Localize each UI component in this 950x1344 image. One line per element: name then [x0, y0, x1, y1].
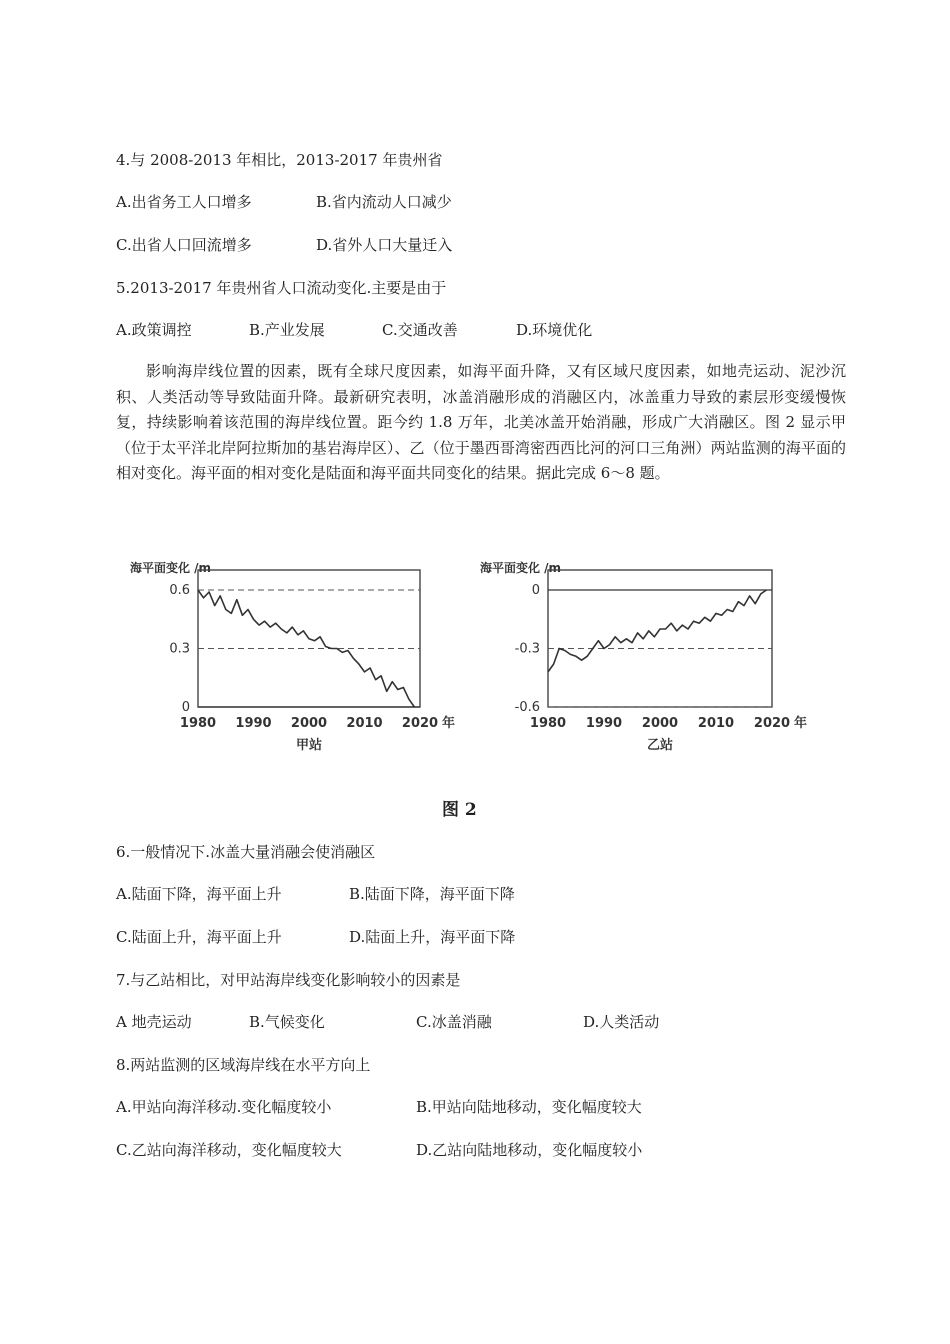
- question-8-option-d: D.乙站向陆地移动，变化幅度较小: [416, 1141, 643, 1159]
- question-5-option-a: A.政策调控: [116, 321, 192, 339]
- question-7-stem: 7.与乙站相比，对甲站海岸线变化影响较小的因素是: [116, 971, 461, 989]
- chart-jia-y-axis-label: 海平面变化 /m: [130, 561, 212, 575]
- question-8-option-b: B.甲站向陆地移动，变化幅度较大: [416, 1098, 642, 1116]
- chart-jia-x-tick-3: 2010: [346, 716, 383, 731]
- question-6-option-b: B.陆面下降，海平面下降: [349, 885, 515, 903]
- chart-yi-y-tick-0: 0: [531, 583, 540, 598]
- question-7-option-b: B.气候变化: [249, 1013, 325, 1031]
- chart-yi-series-line: [548, 590, 766, 672]
- chart-yi-x-tick-0: 1980: [529, 716, 567, 731]
- question-5-option-d: D.环境优化: [516, 321, 593, 339]
- chart-jia-y-tick-2: 0: [181, 700, 190, 715]
- chart-jia-x-tick-0: 1980: [179, 716, 217, 731]
- chart-yi-y-axis-label: 海平面变化 /m: [480, 561, 562, 575]
- chart-yi-y-tick-2: -0.6: [514, 700, 540, 715]
- chart-jia-x-tick-1: 1990: [235, 716, 272, 731]
- chart-yi-x-tick-4: 2020: [753, 716, 791, 731]
- question-6-option-d: D.陆面上升，海平面下降: [349, 928, 516, 946]
- question-8-stem: 8.两站监测的区域海岸线在水平方向上: [116, 1056, 371, 1074]
- chart-yi-x-tick-2: 2000: [641, 716, 679, 731]
- question-7-option-c: C.冰盖消融: [416, 1013, 492, 1031]
- question-6-stem: 6.一般情况下.冰盖大量消融会使消融区: [116, 843, 376, 861]
- question-4-option-a: A.出省务工人口增多: [116, 193, 252, 211]
- figure-2-charts: [120, 550, 820, 830]
- chart-jia-title: 甲站: [295, 738, 323, 753]
- question-5-stem: 5.2013-2017 年贵州省人口流动变化.主要是由于: [116, 279, 447, 297]
- chart-jia-x-tick-4: 2020: [401, 716, 439, 731]
- question-6-option-a: A.陆面下降，海平面上升: [116, 885, 282, 903]
- chart-jia-x-tick-2: 2000: [290, 716, 328, 731]
- question-8-option-c: C.乙站向海洋移动，变化幅度较大: [116, 1141, 342, 1159]
- question-4-option-c: C.出省人口回流增多: [116, 236, 252, 254]
- chart-jia-y-tick-1: 0.3: [169, 641, 190, 657]
- chart-yi-title: 乙站: [646, 738, 674, 753]
- question-4-stem: 4.与 2008-2013 年相比，2013-2017 年贵州省: [116, 151, 443, 169]
- question-8-option-a: A.甲站向海洋移动.变化幅度较小: [116, 1098, 332, 1116]
- question-4-option-b: B.省内流动人口减少: [316, 193, 452, 211]
- chart-jia-x-unit: 年: [442, 716, 456, 731]
- chart-yi-x-unit: 年: [794, 716, 808, 731]
- figure-caption: 图 2: [442, 800, 477, 820]
- question-5-option-b: B.产业发展: [249, 321, 325, 339]
- chart-yi-y-tick-1: -0.3: [514, 641, 540, 657]
- chart-yi-x-tick-3: 2010: [697, 716, 735, 731]
- question-7-option-d: D.人类活动: [583, 1013, 660, 1031]
- figure-2: [120, 550, 820, 830]
- question-7-option-a: A 地壳运动: [116, 1013, 192, 1031]
- question-4-option-d: D.省外人口大量迁入: [316, 236, 453, 254]
- question-6-option-c: C.陆面上升，海平面上升: [116, 928, 282, 946]
- chart-jia-y-tick-0: 0.6: [169, 583, 190, 598]
- question-5-option-c: C.交通改善: [382, 321, 458, 339]
- chart-yi-x-tick-1: 1990: [585, 716, 623, 731]
- reading-passage: 影响海岸线位置的因素，既有全球尺度因素，如海平面升降，又有区域尺度因素，如地壳运动、泥沙沉积、人类活动等导致陆面升降。最新研究表明，冰盖消融形成的消融区内，冰盖重力导致的素层形变缓慢恢复，持续影响着该范围的海岸线位置。距今约 1.8 万年，北美冰盖开始消融，形成广大消融区。图 2 显示甲（位于太平洋北岸阿拉斯加的基岩海岸区）、乙（位于墨西哥湾密西西比河的河口三角洲）两站监测的海平面的相对变化。海平面的相对变化是陆面和海平面共同变化的结果。据此完成 6～8 题。: [116, 362, 846, 483]
